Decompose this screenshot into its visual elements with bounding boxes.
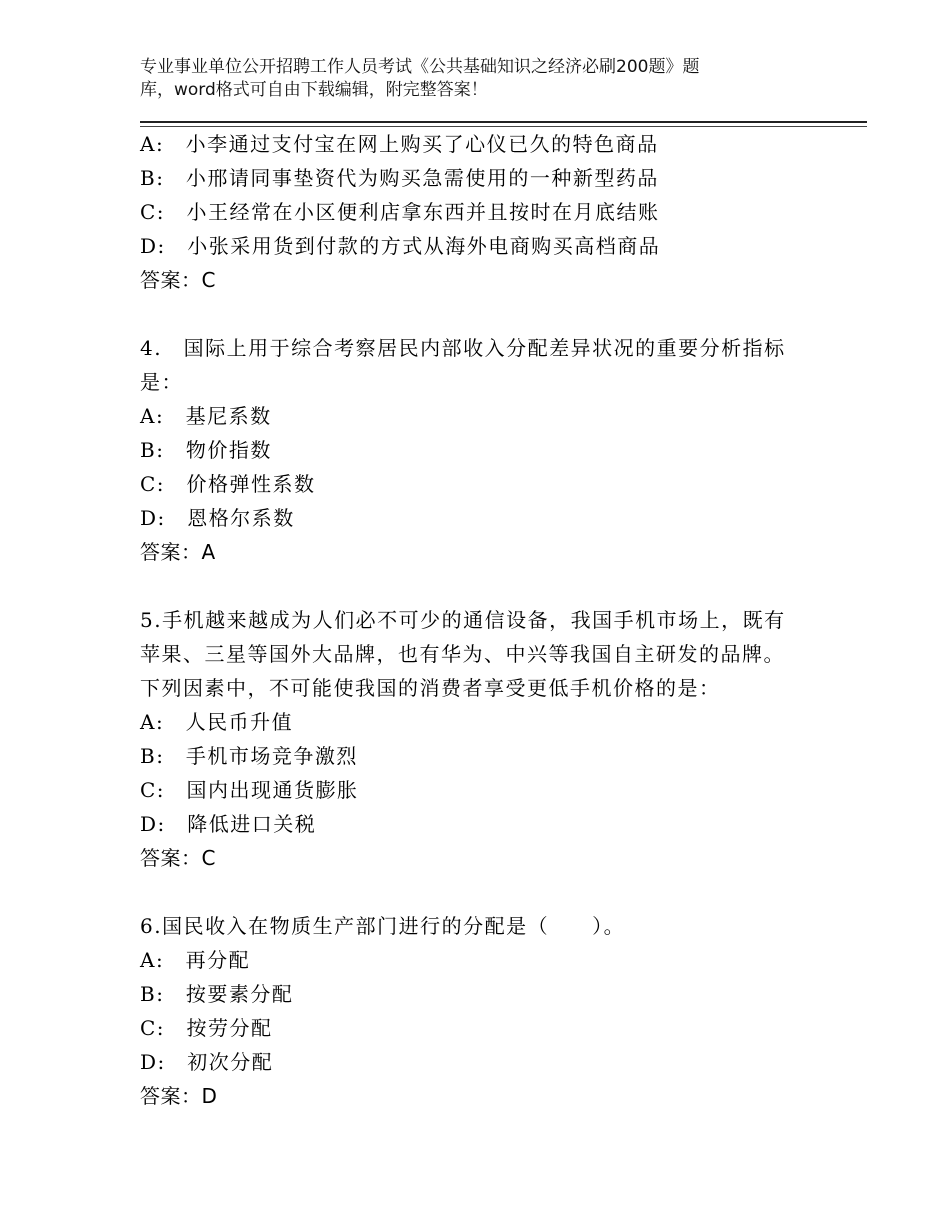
- answer-line: 答案：A: [140, 540, 216, 564]
- option-c: C: 小王经常在小区便利店拿东西并且按时在月底结账: [140, 200, 660, 224]
- question-text-line: 苹果、三星等国外大品牌，也有华为、中兴等我国自主研发的品牌。: [140, 642, 785, 666]
- question-5: [140, 603, 840, 875]
- answer-line: 答案：C: [140, 846, 216, 870]
- question-text-line: 6.国民收入在物质生产部门进行的分配是（ ）。: [140, 914, 626, 938]
- option-a: A: 再分配: [140, 948, 251, 972]
- option-a: A: 人民币升值: [140, 710, 294, 734]
- option-b: B: 物价指数: [140, 438, 272, 462]
- option-d: D: 恩格尔系数: [140, 506, 295, 530]
- header-title-line-2: 库，word格式可自由下载编辑，附完整答案！: [140, 80, 488, 100]
- document-header: [140, 56, 780, 102]
- answer-line: 答案：D: [140, 1084, 218, 1108]
- option-c: C: 国内出现通货膨胀: [140, 778, 359, 802]
- spacer: [140, 875, 840, 909]
- option-b: B: 小邢请同事垫资代为购买急需使用的一种新型药品: [140, 166, 659, 190]
- question-text-line: 是：: [140, 370, 183, 394]
- option-d: D: 小张采用货到付款的方式从海外电商购买高档商品: [140, 234, 661, 258]
- question-text-line: 5.手机越来越成为人们必不可少的通信设备，我国手机市场上，既有: [140, 608, 786, 632]
- header-title-line-1: 专业事业单位公开招聘工作人员考试《公共基础知识之经济必刷200题》题: [140, 57, 700, 77]
- question-3: [140, 127, 840, 297]
- option-c: C: 价格弹性系数: [140, 472, 316, 496]
- option-c: C: 按劳分配: [140, 1016, 273, 1040]
- option-d: D: 初次分配: [140, 1050, 274, 1074]
- header-divider-thick: [140, 121, 867, 123]
- option-b: B: 按要素分配: [140, 982, 294, 1006]
- option-d: D: 降低进口关税: [140, 812, 317, 836]
- question-text-line: 4. 国际上用于综合考察居民内部收入分配差异状况的重要分析指标: [140, 336, 786, 360]
- spacer: [140, 297, 840, 331]
- question-text-line: 下列因素中，不可能使我国的消费者享受更低手机价格的是：: [140, 676, 721, 700]
- answer-line: 答案：C: [140, 268, 216, 292]
- question-4: [140, 331, 840, 569]
- option-b: B: 手机市场竞争激烈: [140, 744, 358, 768]
- spacer: [140, 569, 840, 603]
- question-6: [140, 909, 840, 1113]
- question-list: [140, 127, 840, 1113]
- option-a: A: 基尼系数: [140, 404, 272, 428]
- option-a: A: 小李通过支付宝在网上购买了心仪已久的特色商品: [140, 132, 659, 156]
